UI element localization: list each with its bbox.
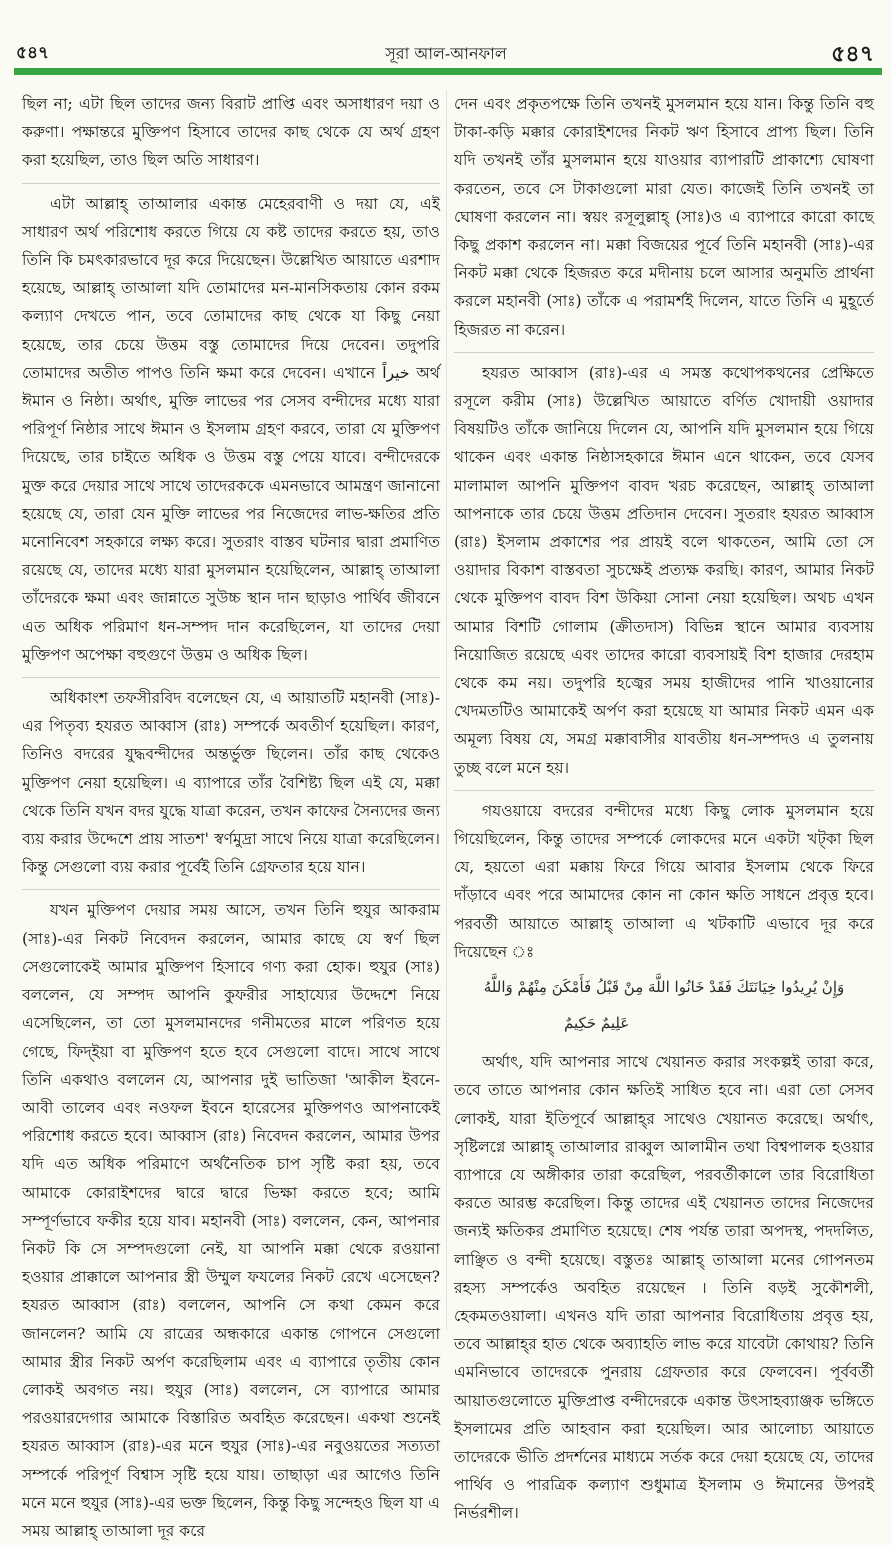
column-divider — [446, 90, 447, 1330]
paragraph: হযরত আব্বাস (রাঃ)-এর এ সমস্ত কথোপকথনের প্রেক্ষিতে রসূলে করীম (সাঃ) উল্লেখিত আয়াতে বর্ণিত খোদায়ী ওয়াদার বিষয়টিও তাঁকে জানিয়ে দিলেন যে, আপনি যদি মুসলমান হয়ে গিয়ে থাকেন এবং একান্ত নিষ্ঠাসহকারে ঈমান এনে থাকেন, তবে যেসব মালামাল আপনি মুক্তিপণ বাবদ খরচ করেছেন, আল্লাহ্ তাআলা আপনাকে তার চেয়ে উত্তম প্রতিদান দেবেন। সুতরাং হযরত আব্বাস (রাঃ) ইসলাম প্রকাশের পর প্রায়ই বলে থাকতেন, আমি তো সে ওয়াদার বিকাশ বাস্তবতা সুচক্ষেই প্রত্যক্ষ করছি। কারণ, আমার নিকট থেকে মুক্তিপণ বাবদ বিশ উকিয়া সোনা নেয়া হয়েছিল। অথচ এখন আমার বিশটি গোলাম (ক্রীতদাস) বিভিন্ন স্থানে আমার ব্যবসায় নিয়োজিত রয়েছে এবং তাদের কারো ব্যবসায়ই বিশ হাজার দেরহাম থেকে কম নয়। তদুপরি হজ্বের সময় হাজীদের পানি খাওয়ানোর খেদমতটিও আমাকেই অর্পণ করা হয়েছে যা আমার নিকট এমন এক অমূল্য বিষয় যে, সমগ্র মক্কাবাসীর যাবতীয় ধন-সম্পদও এ তুলনায় তুচ্ছ বলে মনে হয়। — [454, 363, 874, 777]
paragraph-divider — [22, 677, 440, 678]
arabic-verse: وَإِنْ يُرِيدُوا خِيَانَتَكَ فَقَدْ خَانُوا اللَّهَ مِنْ قَبْلُ فَأَمْكَنَ مِنْهُمْ وَاللَّهُ — [483, 978, 845, 997]
page-number-left: ৫৪৭ — [16, 43, 50, 63]
paragraph: দেন এবং প্রকৃতপক্ষে তিনি তখনই মুসলমান হয়ে যান। কিন্তু তিনি বহু টাকা-কড়ি মক্কার কোরাইশদের নিকট ঋণ হিসাবে প্রাপ্য ছিল। তিনি যদি তখনই তাঁর মুসলমান হয়ে যাওয়ার ব্যাপারটি প্রাকাশ্যে ঘোষণা করতেন, তবে সে টাকাগুলো মারা যেত। কাজেই তিনি তখনই তা ঘোষণা করলেন না। স্বয়ং রসূলুল্লাহ্ (সাঃ)ও এ ব্যাপারে কারো কাছে কিছু প্রকাশ করলেন না। মক্কা বিজয়ের পূর্বে তিনি মহানবী (সাঃ)-এর নিকট মক্কা থেকে হিজরত করে মদীনায় চলে আসার অনুমতি প্রার্থনা করলে মহানবী (সাঃ) তাঁকে এ পরামর্শই দিলেন, যাতে তিনি এ মুহূর্তে হিজরত না করেন। — [454, 95, 874, 339]
paragraph-divider — [22, 183, 440, 184]
paragraph: অধিকাংশ তফসীরবিদ বলেছেন যে, এ আয়াতটি মহানবী (সাঃ)-এর পিতৃব্য হযরত আব্বাস (রাঃ) সম্পর্কে অবতীর্ণ হয়েছিল। কারণ, তিনিও বদরের যুদ্ধবন্দীদের অন্তর্ভুক্ত ছিলেন। তাঁর কাছ থেকেও মুক্তিপণ নেয়া হয়েছিল। এ ব্যাপারে তাঁর বৈশিষ্ট্য ছিল এই যে, মক্কা থেকে তিনি যখন বদর যুদ্ধে যাত্রা করেন, তখন কাফের সৈন্যদের জন্য ব্যয় করার উদ্দেশে প্রায় সাতশ' স্বর্ণমুদ্রা সাথে নিয়ে যাত্রা করেছিলেন। কিন্তু সেগুলো ব্যয় করার পূর্বেই তিনি গ্রেফতার হয়ে যান। — [22, 689, 440, 877]
paragraph: গযওয়ায়ে বদরের বন্দীদের মধ্যে কিছু লোক মুসলমান হয়ে গিয়েছিলেন, কিন্তু তাদের সম্পর্কে লোকদের মনে একটা খট্‌কা ছিল যে, হয়তো এরা মক্কায় ফিরে গিয়ে আবার ইসলাম থেকে ফিরে দাঁড়াবে এবং পরে আমাদের কোন না কোন ক্ষতি সাধনে প্রবৃত্ত হবে। পরবর্তী আয়াতে আল্লাহ্ তাআলা এ খটকাটি এভাবে দূর করে দিয়েছেন ঃ — [454, 801, 874, 961]
paragraph: এটা আল্লাহ্ তাআলার একান্ত মেহেরবাণী ও দয়া যে, এই সাধারণ অর্থ পরিশোধ করতে গিয়ে যে কষ্ট তাদের করতে হয়, তাও তিনি কি চমৎকারভাবে দূর করে দিয়েছেন। উল্লেখিত আয়াতে এরশাদ হয়েছে, আল্লাহ্ তাআলা যদি তোমাদের মন-মানসিকতায় কোন রকম কল্যাণ দেখতে পান, তবে তোমাদের কাছ থেকে যা কিছু নেয়া হয়েছে, তার চেয়ে উত্তম বস্তু তোমাদের দিয়ে দেবেন। তদুপরি তোমাদের অতীত পাপও তিনি ক্ষমা করে দেবেন। এখানে خيراً অর্থ ঈমান ও নিষ্ঠা। অর্থাৎ, মুক্তি লাভের পর সেসব বন্দীদের মধ্যে যারা পরিপূর্ণ নিষ্ঠার সাথে ঈমান ও ইসলাম গ্রহণ করবে, তারা যে মুক্তিপণ দিয়েছে, তার চাইতে অধিক ও উত্তম বস্তু পেয়ে যাবে। বন্দীদেরকে মুক্ত করে দেয়ার সাথে সাথে তাদেরককে এমনভাবে আমন্ত্রণ জানানো হয়েছে যে, তারা যেন মুক্তি লাভের পর নিজেদের লাভ-ক্ষতির প্রতি মনোনিবেশ সহকারে লক্ষ্য করে। সুতরাং বাস্তব ঘটনার দ্বারা প্রমাণিত রয়েছে যে, তাদের মধ্যে যারা মুসলমান হয়েছিলেন, আল্লাহ্ তাআলা তাঁদেরকে ক্ষমা এবং জান্নাতে সুউচ্চ স্থান দান ছাড়াও পার্থিব জীবনে এত অধিক পরিমাণ ধন-সম্পদ দান করেছিলেন, যা তাদের দেয়া মুক্তিপণ অপেক্ষা বহুগুণে উত্তম ও অধিক ছিল। — [22, 194, 440, 664]
right-column — [454, 90, 874, 1528]
paragraph-divider — [454, 352, 874, 353]
surah-title: সূরা আল-আনফাল — [385, 44, 507, 63]
header-rule — [14, 68, 882, 75]
paragraph: যখন মুক্তিপণ দেয়ার সময় আসে, তখন তিনি হুযুর আকরাম (সাঃ)-এর নিকট নিবেদন করলেন, আমার কাছে যে স্বর্ণ ছিল সেগুলোকেই আমার মুক্তিপণ হিসাবে গণ্য করা হোক। হুযুর (সাঃ) বললেন, যে সম্পদ আপনি কুফরীর সাহায্যের উদ্দেশে নিয়ে এসেছিলেন, তা তো মুসলমানদের গনীমতের মালে পরিণত হয়ে গেছে, ফিদ্‌ইয়া বা মুক্তিপণ হতে হবে সেগুলো বাদে। সাথে সাথে তিনি একথাও বললেন যে, আপনার দুই ভাতিজা 'আকীল ইবনে-আবী তালেব এবং নওফল ইবনে হারেসের মুক্তিপণও আপনাকেই পরিশোধ করতে হবে। আব্বাস (রাঃ) নিবেদন করলেন, আমার উপর যদি এত অধিক পরিমাণে অর্থনৈতিক চাপ সৃষ্টি করা হয়, তবে আমাকে কোরাইশদের দ্বারে দ্বারে ভিক্ষা করতে হবে; আমি সম্পূর্ণভাবে ফকীর হয়ে যাব। মহানবী (সাঃ) বললেন, কেন, আপনার নিকট কি সে সম্পদগুলো নেই, যা আপনি মক্কা থেকে রওয়ানা হওয়ার প্রাক্কালে আপনার স্ত্রী উম্মুল ফযলের নিকট রেখে এসেছেন? হযরত আব্বাস (রাঃ) বললেন, আপনি সে কথা কেমন করে জানলেন? আমি যে রাত্রের অন্ধকারে একান্ত গোপনে সেগুলো আমার স্ত্রীর নিকট অর্পণ করেছিলাম এবং এ ব্যাপারে তৃতীয় কোন লোকই অবগত নয়। হুযুর (সাঃ) বললেন, সে ব্যাপারে আমার পরওয়ারদেগার আমাকে বিস্তারিত অবহিত করেছেন। একথা শুনেই হযরত আব্বাস (রাঃ)-এর মনে হুযুর (সাঃ)-এর নবুওয়তের সত্যতা সম্পর্কে পরিপূর্ণ বিশ্বাস সৃষ্টি হয়ে যায়। তাছাড়া এর আগেও তিনি মনে মনে হুযুর (সাঃ)-এর ভক্ত ছিলেন, কিন্তু কিছু সন্দেহও ছিল যা এ সময় আল্লাহ্ তাআলা দূর করে — [22, 901, 440, 1540]
page-number-right: ৫৪৭ — [831, 41, 874, 67]
paragraph-divider — [22, 889, 440, 890]
page-header — [0, 0, 892, 78]
left-column — [22, 90, 440, 1545]
paragraph-divider — [454, 790, 874, 791]
paragraph: ছিল না; এটা ছিল তাদের জন্য বিরাট প্রাপ্তি এবং অসাধারণ দয়া ও করুণা। পক্ষান্তরে মুক্তিপণ হিসাবে তাদের কাছ থেকে যে অর্থ গ্রহণ করা হয়েছিল, তাও ছিল অতি সাধারণ। — [22, 95, 440, 170]
arabic-verse-end: عَلِيمٌ حَكِيمٌ — [564, 1014, 630, 1033]
paragraph: অর্থাৎ, যদি আপনার সাথে খেয়ানত করার সংকল্পই তারা করে, তবে তাতে আপনার কোন ক্ষতিই সাধিত হবে না। এরা তো সেসব লোকই, যারা ইতিপূর্বে আল্লাহ্‌র সাথেও খেয়ানত করেছে। অর্থাৎ, সৃষ্টিলগ্নে আল্লাহ্ তাআলার রাব্বুল আলামীন তথা বিশ্বপালক হওয়ার ব্যাপারে যে অঙ্গীকার তারা করেছিল, পরবর্তীকালে তার বিরোধিতা করতে আরম্ভ করেছিল। কিন্তু তাদের এই খেয়ানত তাদের নিজেদের জন্যই ক্ষতিকর প্রমাণিত হয়েছে। শেষ পর্যন্ত তারা অপদস্থ, পদদলিত, লাঞ্ছিত ও বন্দী হয়েছে। বস্তুতঃ আল্লাহ্ তাআলা মনের গোপনতম রহস্য সম্পর্কেও অবহিত রয়েছেন । তিনি বড়ই সুকৌশলী, হেকমতওয়ালা। এখনও যদি তারা আপনার বিরোধিতায় প্রবৃত্ত হয়, তবে আল্লাহ্‌র হাত থেকে অব্যাহতি লাভ করে যাবেটা কোথায়? তিনি এমনিভাবে তাদেরকে পুনরায় গ্রেফতার করে ফেলবেন। পূর্ববর্তী আয়াতগুলোতে মুক্তিপ্রাপ্ত বন্দীদেরকে একান্ত উৎসাহব্যাঞ্জক ভঙ্গিতে ইসলামের প্রতি আহবান করা হয়েছিল। আর আলোচ্য আয়াতে তাদেরকে ভীতি প্রদর্শনের মাধ্যমে সর্তক করে দেয়া হয়েছে যে, তাদের পার্থিব ও পারত্রিক কল্যাণ শুধুমাত্র ইসলাম ও ঈমানের উপরই নির্ভরশীল। — [454, 1053, 874, 1523]
